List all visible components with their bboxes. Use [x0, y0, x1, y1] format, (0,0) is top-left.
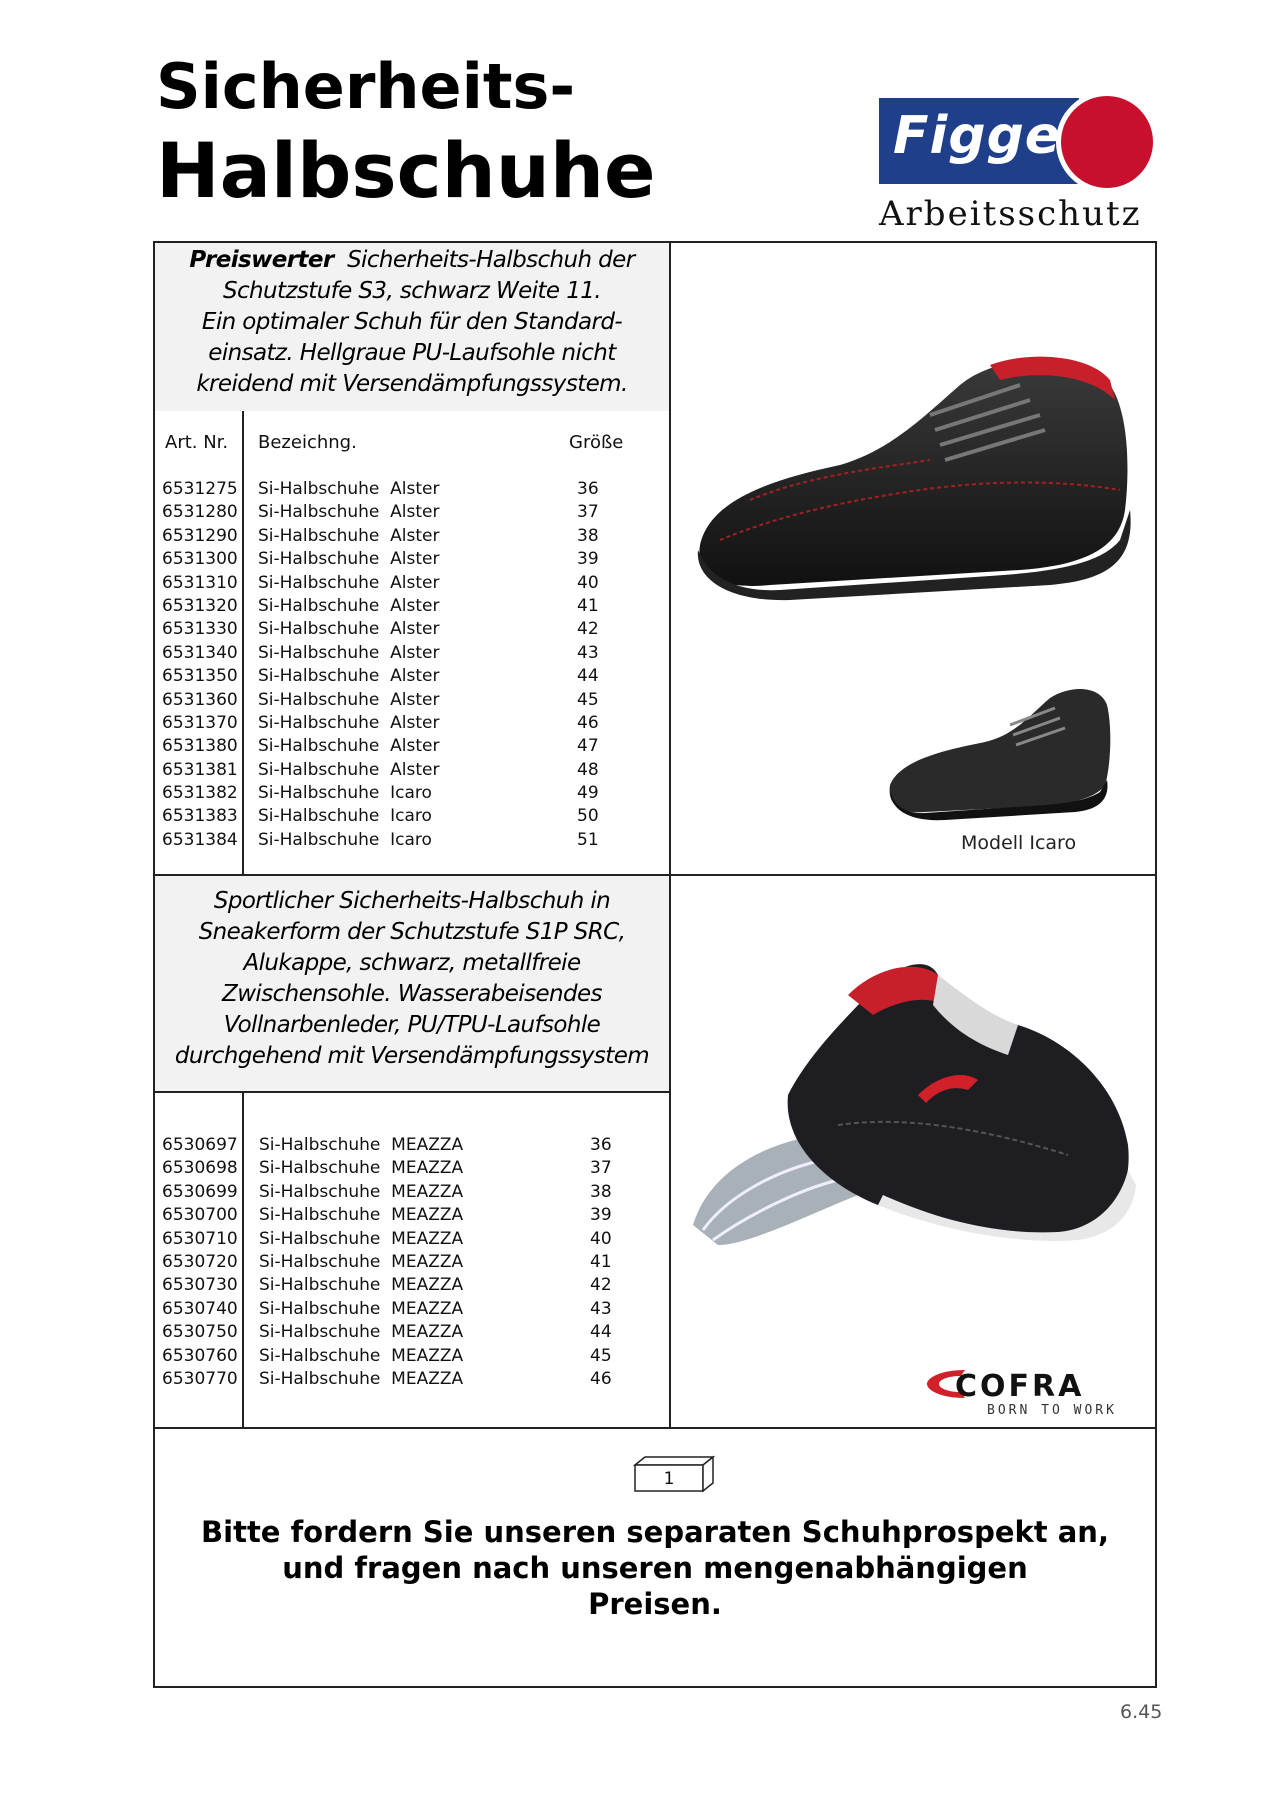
- article-number: 6531384: [162, 829, 238, 850]
- shoe-size: 38: [577, 525, 599, 546]
- product-name: Si-Halbschuhe MEAZZA: [259, 1251, 464, 1272]
- section2-description: [155, 876, 669, 1091]
- desc-line: Ein optimaler Schuh für den Standard-: [201, 309, 623, 335]
- article-number: 6530697: [162, 1135, 238, 1155]
- desc-lead: Preiswerter: [189, 247, 334, 273]
- shoe-size: 37: [590, 1158, 612, 1179]
- product-name: Si-Halbschuhe Alster: [258, 642, 440, 663]
- page-title-line2: Halbschuhe: [156, 126, 656, 215]
- product-name: Si-Halbschuhe Alster: [258, 549, 440, 570]
- article-number-column: [162, 478, 242, 852]
- pack-quantity: 1: [663, 1469, 675, 1489]
- desc-line: kreidend mit Versendämpfungssystem.: [196, 371, 628, 397]
- meazza-shoe-image: [688, 945, 1148, 1285]
- shoe-size: 47: [577, 736, 599, 757]
- product-name: Si-Halbschuhe MEAZZA: [259, 1345, 464, 1366]
- column-header-art: Art. Nr.: [165, 432, 229, 453]
- shoe-size: 41: [577, 595, 599, 616]
- package-icon: [633, 1453, 715, 1493]
- shoe-size: 45: [577, 689, 599, 710]
- page-title-line1: Sicherheits-: [156, 50, 576, 123]
- product-name: Si-Halbschuhe Alster: [258, 666, 440, 687]
- article-number: 6531381: [162, 759, 238, 780]
- article-number: 6531280: [162, 502, 238, 523]
- article-number: 6530750: [162, 1322, 238, 1343]
- cofra-tagline: BORN TO WORK: [987, 1403, 1117, 1418]
- figge-logo: [879, 96, 1159, 236]
- article-number: 6531300: [162, 549, 238, 570]
- product-name: Si-Halbschuhe Icaro: [258, 829, 432, 850]
- product-name: Si-Halbschuhe Alster: [258, 572, 440, 593]
- desc-line: Schutzstufe S3, schwarz Weite 11.: [223, 278, 601, 304]
- article-number: 6531383: [162, 806, 238, 827]
- article-number: 6530700: [162, 1205, 238, 1226]
- closing-line: Preisen.: [588, 1587, 722, 1621]
- divider: [242, 410, 244, 875]
- size-column: [577, 478, 599, 852]
- alster-shoe-image: [690, 340, 1140, 620]
- desc-line: einsatz. Hellgraue PU-Laufsohle nicht: [208, 340, 616, 366]
- cofra-logo: [925, 1362, 1135, 1418]
- product-name: Si-Halbschuhe MEAZZA: [259, 1275, 464, 1296]
- article-number: 6531290: [162, 525, 238, 546]
- column-header-size: Größe: [569, 432, 624, 453]
- shoe-size: 38: [590, 1181, 612, 1202]
- shoe-size: 43: [577, 642, 599, 663]
- divider: [153, 1091, 671, 1093]
- desc-line: Zwischensohle. Wasserabeisendes: [222, 981, 602, 1007]
- shoe-size: 40: [577, 572, 599, 593]
- shoe-size: 51: [577, 829, 599, 850]
- shoe-size: 50: [577, 806, 599, 827]
- shoe-size: 42: [590, 1275, 612, 1296]
- shoe-size: 36: [577, 479, 599, 499]
- product-name: Si-Halbschuhe Alster: [258, 759, 440, 780]
- shoe-size: 43: [590, 1298, 612, 1319]
- section1-description: [155, 243, 669, 411]
- shoe-size: 46: [577, 712, 599, 733]
- closing-line: Bitte fordern Sie unseren separaten Schuhprospekt an,: [201, 1515, 1109, 1549]
- product-name: Si-Halbschuhe Alster: [258, 479, 440, 499]
- article-number: 6530730: [162, 1275, 238, 1296]
- product-name: Si-Halbschuhe MEAZZA: [259, 1368, 464, 1389]
- shoe-size: 39: [577, 549, 599, 570]
- article-number: 6531370: [162, 712, 238, 733]
- product-name: Si-Halbschuhe Alster: [258, 689, 440, 710]
- product-name: Si-Halbschuhe MEAZZA: [259, 1322, 464, 1343]
- article-number: 6530720: [162, 1251, 238, 1272]
- article-number: 6530770: [162, 1368, 238, 1389]
- article-number: 6531310: [162, 572, 238, 593]
- desc-line: durchgehend mit Versendämpfungssystem: [174, 1043, 650, 1069]
- product-name: Si-Halbschuhe MEAZZA: [259, 1205, 464, 1226]
- closing-note: [180, 1514, 1130, 1622]
- product-name: Si-Halbschuhe Icaro: [258, 783, 432, 804]
- shoe-size: 44: [590, 1322, 612, 1343]
- article-number: 6531382: [162, 783, 238, 804]
- article-number: 6531380: [162, 736, 238, 757]
- article-number: 6530710: [162, 1228, 238, 1249]
- product-name: Si-Halbschuhe Alster: [258, 619, 440, 640]
- cofra-wordmark: COFRA: [955, 1369, 1085, 1404]
- product-name: Si-Halbschuhe Alster: [258, 525, 440, 546]
- divider: [669, 241, 671, 1429]
- desc-line: Sportlicher Sicherheits-Halbschuh in: [213, 888, 611, 914]
- shoe-size: 39: [590, 1205, 612, 1226]
- shoe-size: 48: [577, 759, 599, 780]
- article-number: 6531275: [162, 479, 238, 499]
- desc-line: Sneakerform der Schutzstufe S1P SRC,: [198, 919, 626, 945]
- divider: [242, 1092, 244, 1428]
- product-name: Si-Halbschuhe MEAZZA: [259, 1228, 464, 1249]
- image-caption: Modell Icaro: [961, 832, 1077, 854]
- shoe-size: 42: [577, 619, 599, 640]
- product-name: Si-Halbschuhe Alster: [258, 712, 440, 733]
- product-name: Si-Halbschuhe MEAZZA: [259, 1135, 464, 1155]
- article-number-column: [162, 1134, 242, 1391]
- desc-line: Sicherheits-Halbschuh der: [347, 247, 635, 273]
- article-number: 6530698: [162, 1158, 238, 1179]
- logo-wordmark: Figge: [893, 106, 1062, 166]
- shoe-size: 41: [590, 1251, 612, 1272]
- article-number: 6531350: [162, 666, 238, 687]
- article-number: 6531330: [162, 619, 238, 640]
- article-number: 6530760: [162, 1345, 238, 1366]
- desc-line: Vollnarbenleder, PU/TPU-Laufsohle: [223, 1012, 601, 1038]
- logo-red-circle: [1061, 96, 1153, 188]
- product-name: Si-Halbschuhe Alster: [258, 736, 440, 757]
- desc-line: Alukappe, schwarz, metallfreie: [243, 950, 581, 976]
- article-number: 6531320: [162, 595, 238, 616]
- product-name: Si-Halbschuhe MEAZZA: [259, 1158, 464, 1179]
- icaro-shoe-image: [885, 680, 1115, 830]
- size-column: [590, 1134, 612, 1391]
- article-number: 6531340: [162, 642, 238, 663]
- product-name: Si-Halbschuhe Alster: [258, 595, 440, 616]
- column-header-name: Bezeichng.: [258, 432, 357, 453]
- article-number: 6530740: [162, 1298, 238, 1319]
- divider: [153, 1427, 1157, 1429]
- description-column: [259, 1134, 463, 1391]
- shoe-size: 36: [590, 1135, 612, 1155]
- page-number: 6.45: [1120, 1701, 1163, 1723]
- article-number: 6531360: [162, 689, 238, 710]
- shoe-size: 40: [590, 1228, 612, 1249]
- closing-line: und fragen nach unseren mengenabhängigen: [282, 1551, 1028, 1585]
- product-name: Si-Halbschuhe Alster: [258, 502, 440, 523]
- product-name: Si-Halbschuhe MEAZZA: [259, 1181, 464, 1202]
- product-name: Si-Halbschuhe Icaro: [258, 806, 432, 827]
- logo-subtitle: Arbeitsschutz: [879, 194, 1142, 234]
- description-column: [258, 478, 439, 852]
- article-number: 6530699: [162, 1181, 238, 1202]
- shoe-size: 49: [577, 783, 599, 804]
- shoe-size: 45: [590, 1345, 612, 1366]
- shoe-size: 44: [577, 666, 599, 687]
- shoe-size: 37: [577, 502, 599, 523]
- product-name: Si-Halbschuhe MEAZZA: [259, 1298, 464, 1319]
- shoe-size: 46: [590, 1368, 612, 1389]
